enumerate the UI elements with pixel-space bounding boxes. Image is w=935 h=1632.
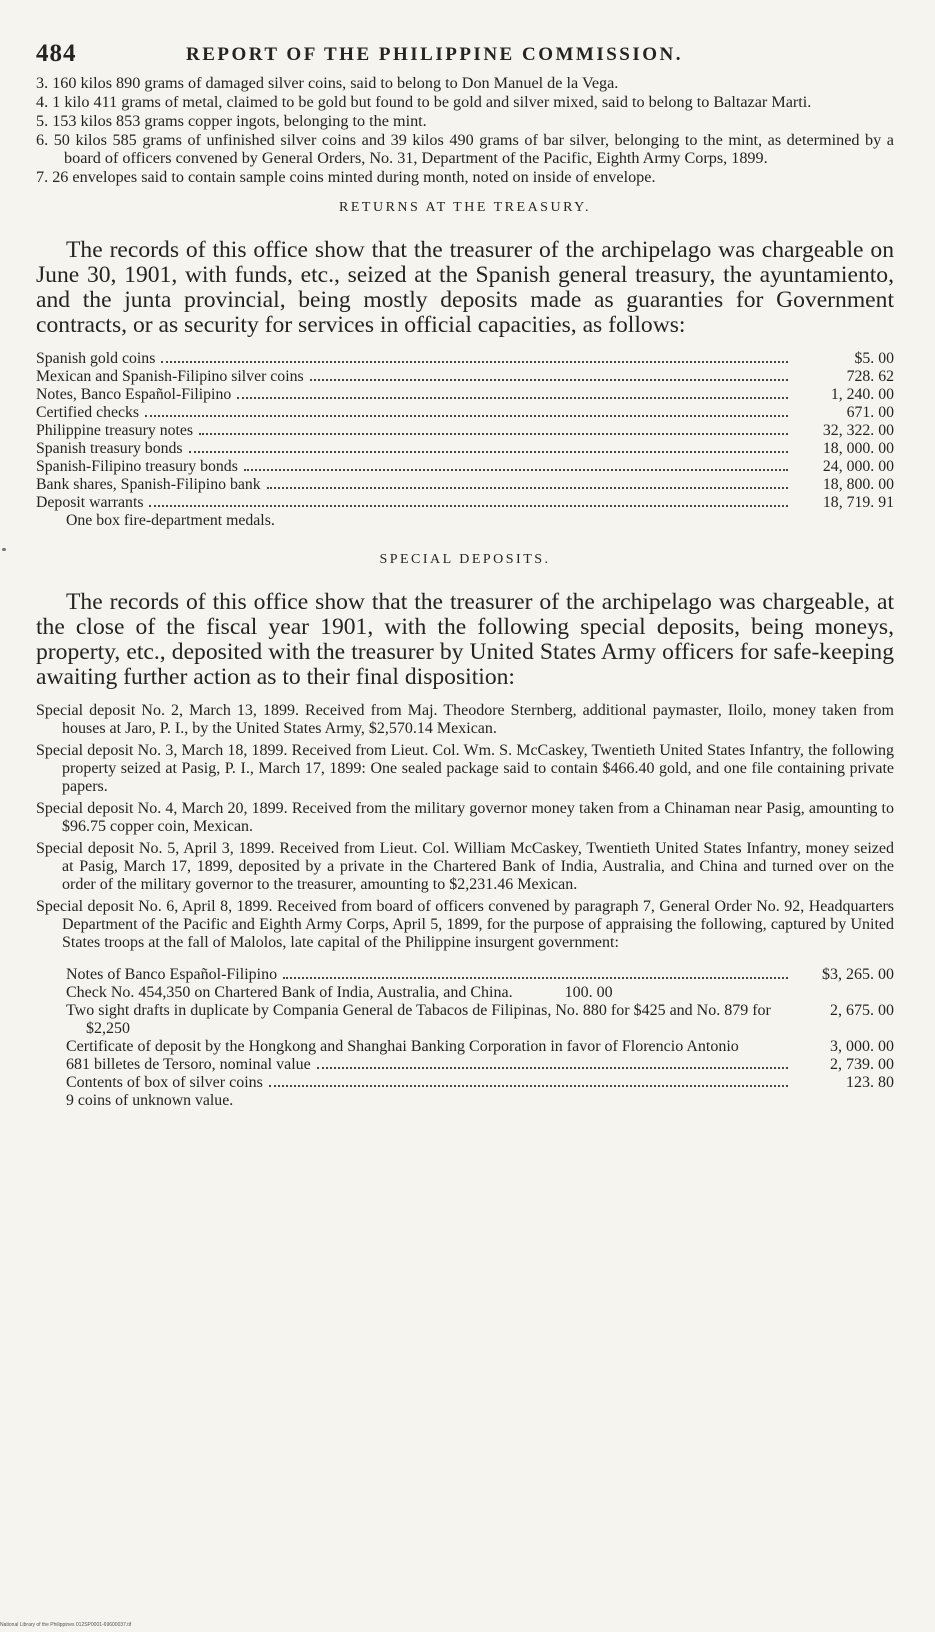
page-number: 484: [36, 40, 77, 67]
ledger-amount: 123. 80: [846, 1074, 894, 1091]
list-item: 6. 50 kilos 585 grams of unfinished silver coins and 39 kilos 490 grams of bar silver, belonging to the mint, as determined by a board of officers convened by General Orders, No. 31, Department of the Pacific, Eighth Army Corps, 1899.: [36, 131, 894, 167]
malolos-ledger: [66, 966, 894, 1110]
leader-dots: [310, 379, 788, 381]
ledger-label: Two sight drafts in duplicate by Compania General de Tabacos de Filipinas, No. 880 for $425 and No. 879 for $2,250: [66, 1002, 771, 1037]
deposit-entry: Special deposit No. 3, March 18, 1899. Received from Lieut. Col. Wm. S. McCaskey, Twentieth United States Infantry, the following property seized at Pasig, P. I., March 17, 1899: One sealed package said to contain $466.40 gold, and one file containing private papers.: [36, 742, 894, 795]
leader-dots: [149, 505, 788, 507]
ledger-label: Check No. 454,350 on Chartered Bank of India, Australia, and China.: [66, 984, 513, 1001]
leader-dots: [237, 397, 788, 399]
ledger-label: 681 billetes de Tersoro, nominal value: [66, 1056, 311, 1073]
ledger-amount: 24, 000. 00: [822, 458, 894, 475]
ledger-amount: 32, 322. 00: [822, 422, 894, 439]
ledger-row: [36, 440, 894, 458]
ledger-row: [36, 368, 894, 386]
list-item: 3. 160 kilos 890 grams of damaged silver coins, said to belong to Don Manuel de la Vega.: [36, 74, 619, 92]
leader-dots: [317, 1067, 788, 1069]
ledger-label: Contents of box of silver coins: [66, 1074, 263, 1091]
ledger-label: Mexican and Spanish-Filipino silver coins: [36, 368, 304, 385]
ledger-row: [66, 1056, 894, 1074]
ledger-label: Notes of Banco Español-Filipino: [66, 966, 278, 983]
ledger-amount: 100. 00: [564, 984, 613, 1001]
section-title-returns: RETURNS AT THE TREASURY.: [339, 200, 591, 215]
ledger-amount: 671. 00: [846, 404, 894, 421]
ledger-amount: 18, 000. 00: [822, 440, 894, 457]
leader-dots: [244, 469, 788, 471]
running-title: REPORT OF THE PHILIPPINE COMMISSION.: [186, 44, 684, 65]
ledger-label: Spanish-Filipino treasury bonds: [36, 458, 238, 475]
ledger-row: [66, 966, 894, 984]
ledger-row: [36, 350, 894, 368]
ledger-note: 9 coins of unknown value.: [66, 1092, 234, 1109]
ledger-row: [36, 494, 894, 512]
ledger-label: Certificate of deposit by the Hongkong and Shanghai Banking Corporation in favor of Florencio Antonio: [66, 1038, 739, 1055]
leader-dots: [161, 361, 788, 363]
deposit-entry: Special deposit No. 6, April 8, 1899. Received from board of officers convened by paragraph 7, General Order No. 92, Headquarters Department of the Pacific and Eighth Army Corps, April 5, 1899, for the purpose of appraising the following, captured by United States troops at the fall of Malolos, late capital of the Philippine insurgent government:: [36, 898, 894, 951]
page-header: [36, 38, 894, 74]
enumerated-items: [36, 74, 894, 186]
ledger-amount: 1, 240. 00: [830, 386, 894, 403]
special-paragraph: The records of this office show that the treasurer of the archipelago was chargeable, at the close of the fiscal year 1901, with the following special deposits, being moneys, property, etc., deposited with the treasurer by United States Army officers for safe-keeping awaiting further action as to their final disposition:: [36, 589, 894, 690]
ledger-row: [36, 386, 894, 404]
list-item: 7. 26 envelopes said to contain sample coins minted during month, noted on inside of envelope.: [36, 168, 656, 186]
leader-dots: [189, 451, 788, 453]
ledger-label: Philippine treasury notes: [36, 422, 194, 439]
margin-mark: [2, 548, 6, 551]
ledger-row: [66, 984, 894, 1002]
ledger-label: Deposit warrants: [36, 494, 144, 511]
ledger-amount: 728. 62: [846, 368, 894, 385]
ledger-row: [66, 1002, 894, 1038]
returns-ledger: [36, 350, 894, 530]
ledger-label: Spanish gold coins: [36, 350, 156, 367]
deposit-entry: Special deposit No. 4, March 20, 1899. Received from the military governor money taken from a Chinaman near Pasig, amounting to $96.75 copper coin, Mexican.: [36, 800, 894, 835]
ledger-label: Spanish treasury bonds: [36, 440, 183, 457]
ledger-row: [36, 404, 894, 422]
deposit-entry: Special deposit No. 2, March 13, 1899. Received from Maj. Theodore Sternberg, additional paymaster, Iloilo, money taken from houses at Jaro, P. I., by the United States Army, $2,570.14 Mexican.: [36, 702, 894, 737]
special-deposits: [36, 702, 894, 952]
ledger-row: [36, 458, 894, 476]
leader-dots: [145, 415, 788, 417]
leader-dots: [267, 487, 788, 489]
ledger-label: Certified checks: [36, 404, 140, 421]
section-title-special: SPECIAL DEPOSITS.: [379, 552, 551, 567]
ledger-label: Bank shares, Spanish-Filipino bank: [36, 476, 261, 493]
list-item: 4. 1 kilo 411 grams of metal, claimed to be gold but found to be gold and silver mixed, said to belong to Baltazar Marti.: [36, 93, 812, 111]
scan-footer: National Library of the Philippines 012SP0001-69600037.tif: [0, 1622, 132, 1628]
ledger-amount: 3, 000. 00: [830, 1038, 894, 1055]
list-item: 5. 153 kilos 853 grams copper ingots, belonging to the mint.: [36, 112, 427, 130]
ledger-row: [66, 1038, 894, 1056]
ledger-note: One box fire-department medals.: [66, 512, 275, 529]
returns-paragraph: The records of this office show that the treasurer of the archipelago was chargeable on June 30, 1901, with funds, etc., seized at the Spanish general treasury, the ayuntamiento, and the junta provincial, being mostly deposits made as guaranties for Government contracts, or as security for services in official capacities, as follows:: [36, 237, 894, 338]
leader-dots: [199, 433, 788, 435]
ledger-amount: 2, 675. 00: [830, 1002, 894, 1019]
ledger-amount: 18, 719. 91: [822, 494, 894, 511]
ledger-row: [36, 476, 894, 494]
ledger-amount: 2, 739. 00: [830, 1056, 894, 1073]
ledger-label: Notes, Banco Español-Filipino: [36, 386, 232, 403]
report-page: [36, 38, 894, 1110]
leader-dots: [283, 977, 788, 979]
leader-dots: [269, 1085, 788, 1087]
deposit-entry: Special deposit No. 5, April 3, 1899. Received from Lieut. Col. William McCaskey, Twentieth United States Infantry, money seized at Pasig, March 17, 1899, deposited by a private in the Chartered Bank of India, Australia, and China and turned over on the order of the military governor to the treasurer, amounting to $2,231.46 Mexican.: [36, 840, 894, 893]
ledger-amount: 18, 800. 00: [822, 476, 894, 493]
ledger-amount: $5. 00: [854, 350, 894, 367]
ledger-amount: $3, 265. 00: [822, 966, 894, 983]
ledger-row: [66, 1074, 894, 1092]
ledger-row: [36, 422, 894, 440]
